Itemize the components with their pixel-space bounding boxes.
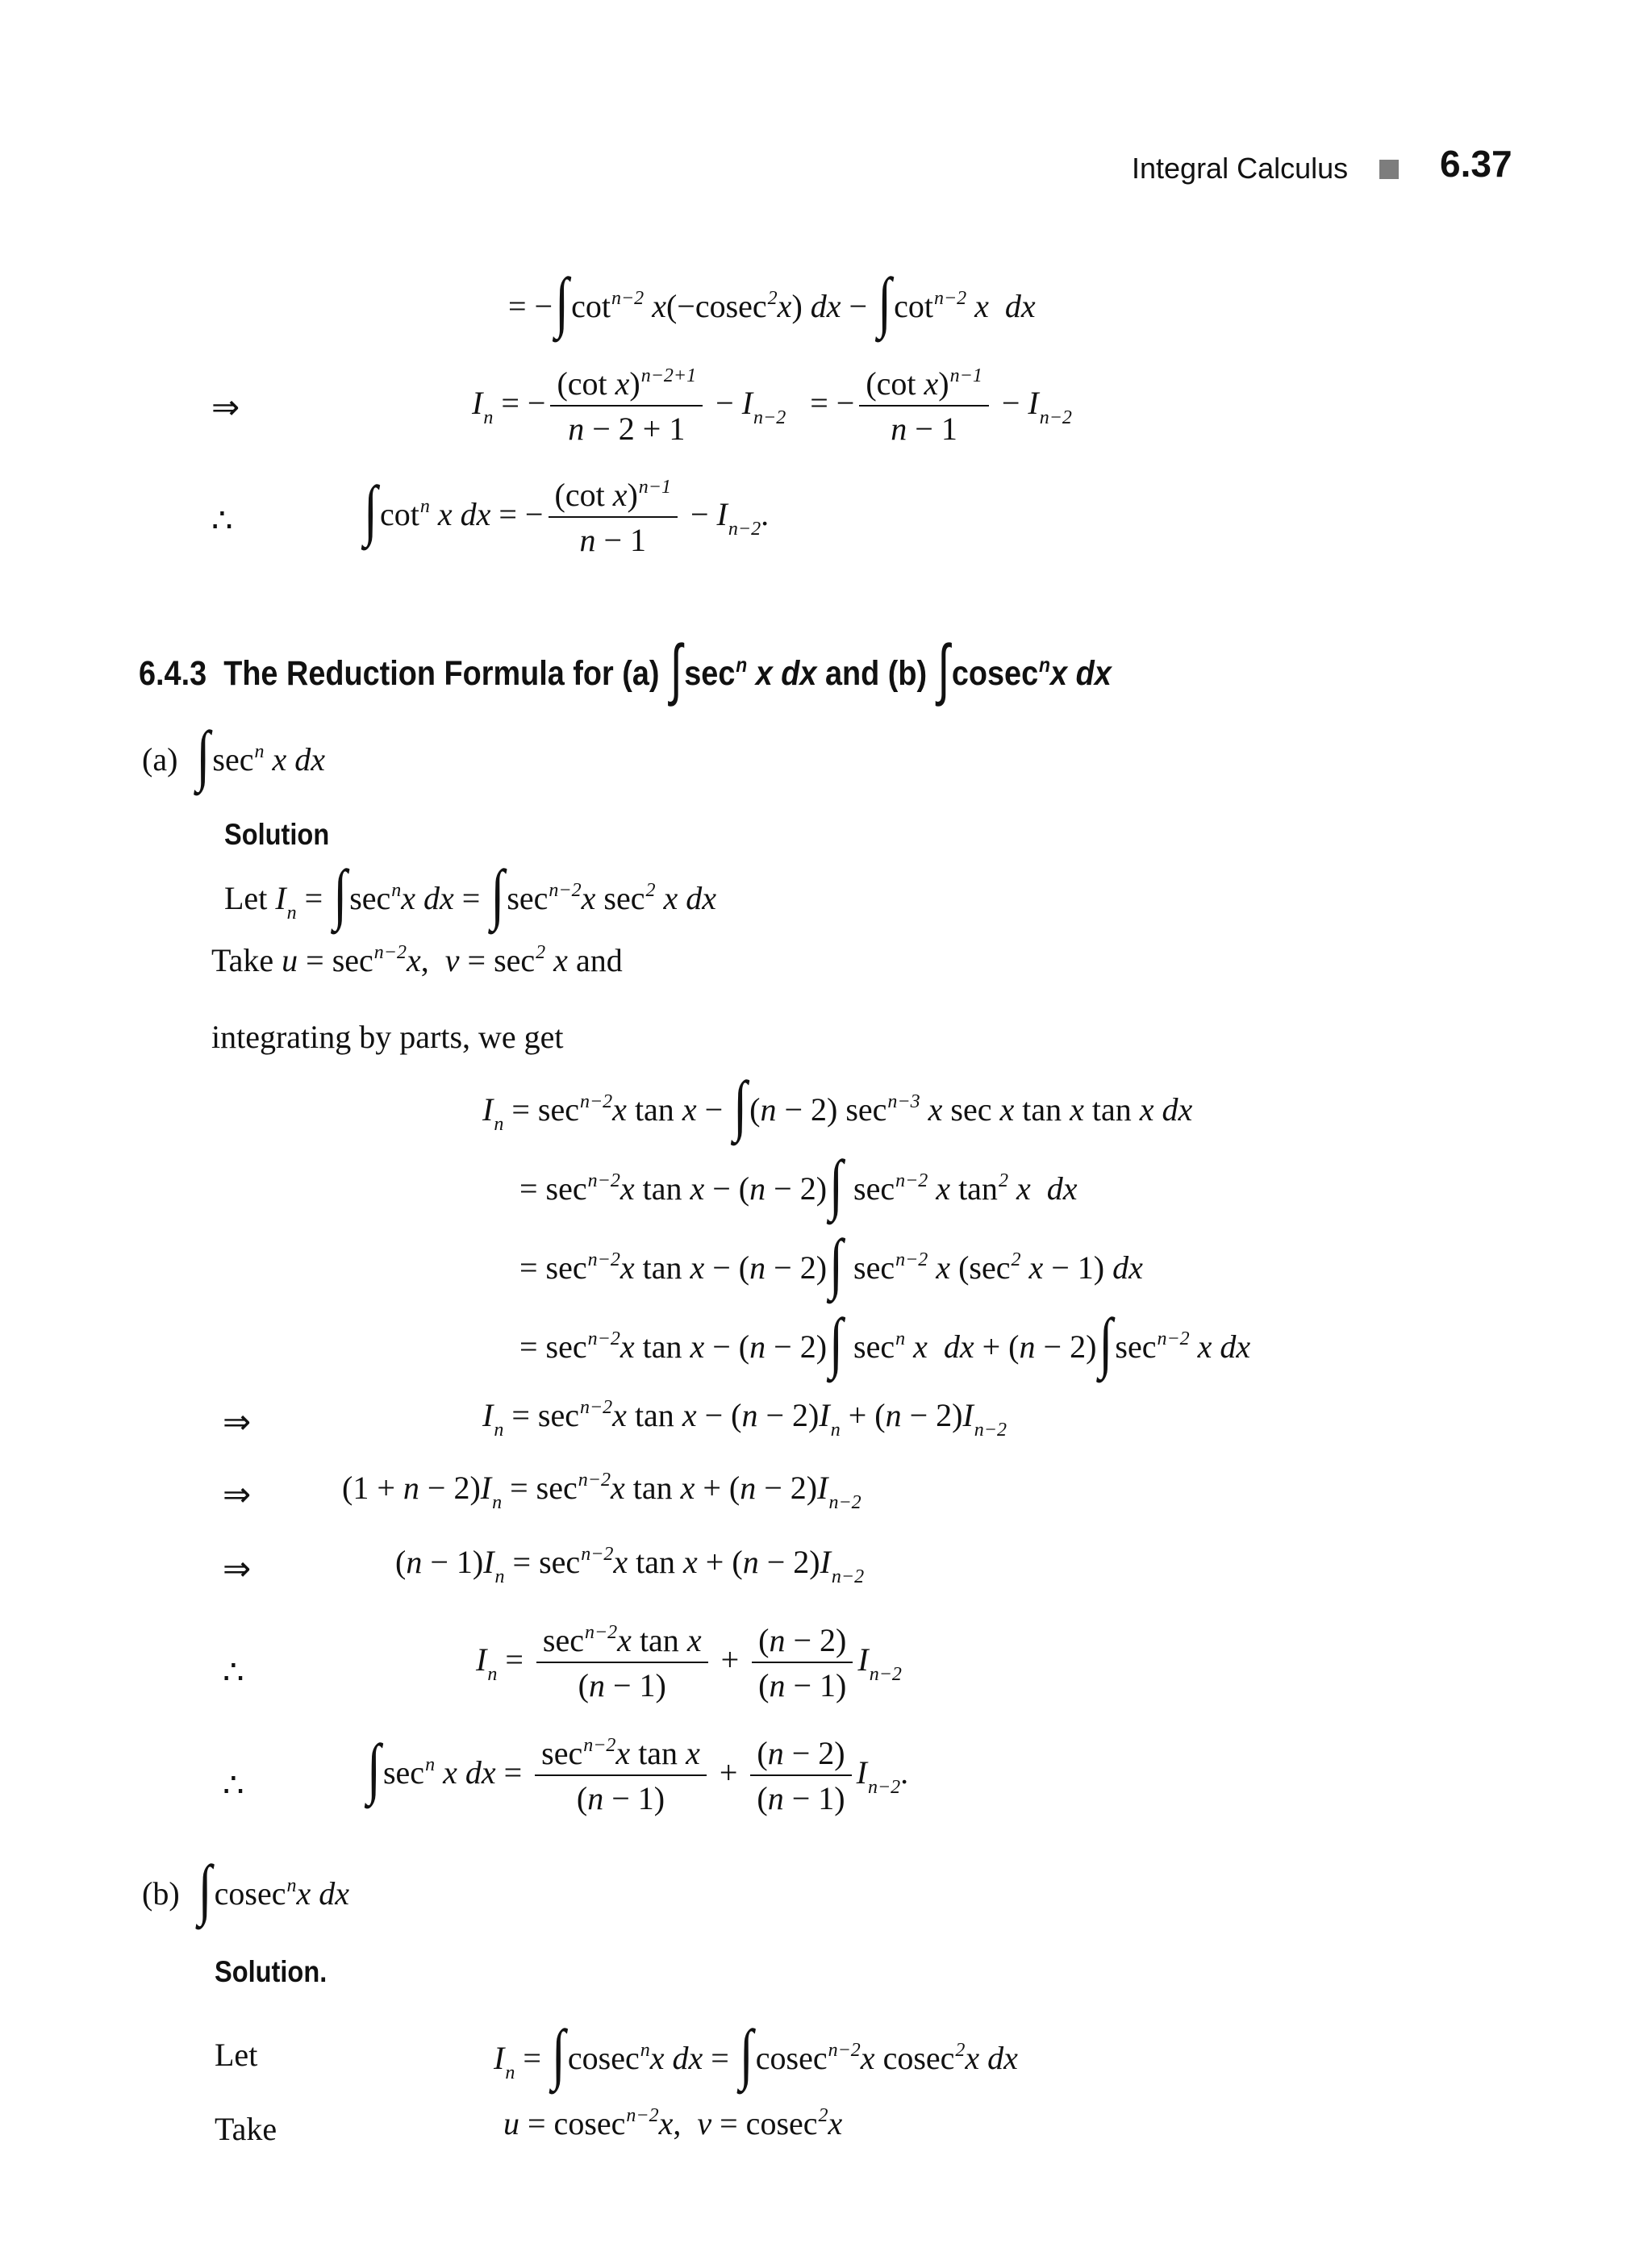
let-label-a: Let	[224, 880, 268, 916]
equation-sec-line-6: $(1 + n - 2)I_n = \sec^{n-2}x$ $\tan x + (n - 2)I_{n-2}$	[342, 1470, 861, 1513]
integrating-text: integrating by parts, we get	[211, 1019, 564, 1055]
equation-sec-line-2: = $\sec^{n-2}x$ tan x − (n − 2)∫ $\sec^{n-2} x$ $\tan^2 x$ dx	[519, 1148, 1078, 1222]
therefore-symbol: ∴	[223, 1767, 244, 1804]
section-title-prefix: The Reduction Formula for (a)	[223, 654, 660, 693]
running-title: Integral Calculus	[1132, 152, 1349, 185]
implies-symbol: ⇒	[223, 1477, 252, 1514]
equation-sec-let: Let $I_n = \int\sec^nx$ dx = $\int\sec^{n-2}x$ $\sec^2 x$ dx	[224, 857, 716, 932]
equation-sec-line-3: = $\sec^{n-2}x$ tan x − (n − 2)∫ $\sec^{n-2} x$ ($\sec^2$ x − 1) dx	[519, 1227, 1143, 1301]
page-number: 6.37	[1440, 143, 1512, 185]
section-heading: 6.4.3 The Reduction Formula for (a) $\int\sec^n$ x dx and (b) ∫cosec$^n$x dx	[139, 632, 1112, 707]
implies-symbol: ⇒	[211, 390, 240, 427]
therefore-symbol: ∴	[223, 1654, 244, 1691]
therefore-symbol: ∴	[211, 502, 233, 540]
let-label-b: Let	[215, 2037, 258, 2073]
section-title-mid: and (b)	[824, 654, 928, 693]
solution-label-a: Solution	[224, 818, 330, 851]
take-label-a: Take	[211, 942, 274, 978]
equation-cosec-let: $I_n = \int cosec^nx$ dx = ∫cosec$^{n-2}$x cosec$^2$x dx	[494, 2017, 1018, 2091]
section-number: 6.4.3	[139, 654, 207, 693]
and-text: and	[575, 942, 623, 978]
equation-sec-line-7: $(n - 1)I_n = \sec^{n-2}x$ $\tan x + (n - 2)I_{n-2}$	[395, 1544, 865, 1587]
take-label-b: Take	[215, 2111, 277, 2147]
equation-sec-line-5: $I_n = \sec^{n-2}x$ $\tan x - (n - 2)I_n + (n - 2)I_{n-2}$	[482, 1397, 1007, 1441]
equation-sec-take: Take $u = \sec^{n-2}x$, $v = \sec^2 x$ and	[211, 942, 623, 978]
part-b-heading: (b) ∫cosec$^n$x dx	[142, 1853, 349, 1927]
part-a-label: (a)	[142, 741, 178, 778]
part-a-heading: (a) $\int\sec^n$ x dx	[142, 719, 325, 793]
equation-sec-line-8: $I_n$ = $\frac{\sec^{n-2}x \tan x}{(n - 1)}$ + $\frac{(n - 2)}{(n - 1)}$ $I_{n-2}$	[476, 1622, 902, 1703]
equation-cot-line-2: $I_n$ = − $\frac{(\cot x)^{n-2+1}}{n - 2 + 1}$ − $I_{n-2}$ = − $\frac{(\cot x)^{n-1}}{n - 1}$ − $I_{n-2}$	[472, 365, 1072, 447]
part-b-label: (b)	[142, 1875, 180, 1912]
solution-label-b: Solution.	[215, 1955, 327, 1988]
equation-cosec-take: u = cosec$^{n-2}$x, v = cosec$^2$x	[503, 2105, 843, 2141]
implies-symbol: ⇒	[223, 1551, 252, 1588]
implies-symbol: ⇒	[223, 1404, 252, 1441]
equation-sec-line-1: $I_n = \sec^{n-2}x$ tan x − ∫(n − 2) $\sec^{n-3} x$ sec x tan x tan x dx	[482, 1069, 1193, 1143]
equation-cot-result: $\int\cot^n$ x dx = − $\frac{(\cot x)^{n-1}}{n - 1}$ − $I_{n-2}$.	[364, 473, 770, 558]
equation-cot-line-1: = $-\int\cot^{n-2}$ x(−cosec$^2$x) dx − $\int\cot^{n-2}$ x dx	[508, 265, 1036, 340]
equation-sec-result: $\int\sec^n$ x dx = $\frac{\sec^{n-2}x \tan x}{(n - 1)}$ + $\frac{(n - 2)}{(n - 1)}$ $I_{n-2}$.	[367, 1732, 909, 1816]
equation-sec-line-4: = $\sec^{n-2}x$ tan x − (n − 2)∫ $\sec^n x$ dx + $(n - 2)\int\sec^{n-2}$ x dx	[519, 1306, 1251, 1380]
header-square-icon	[1379, 160, 1399, 179]
